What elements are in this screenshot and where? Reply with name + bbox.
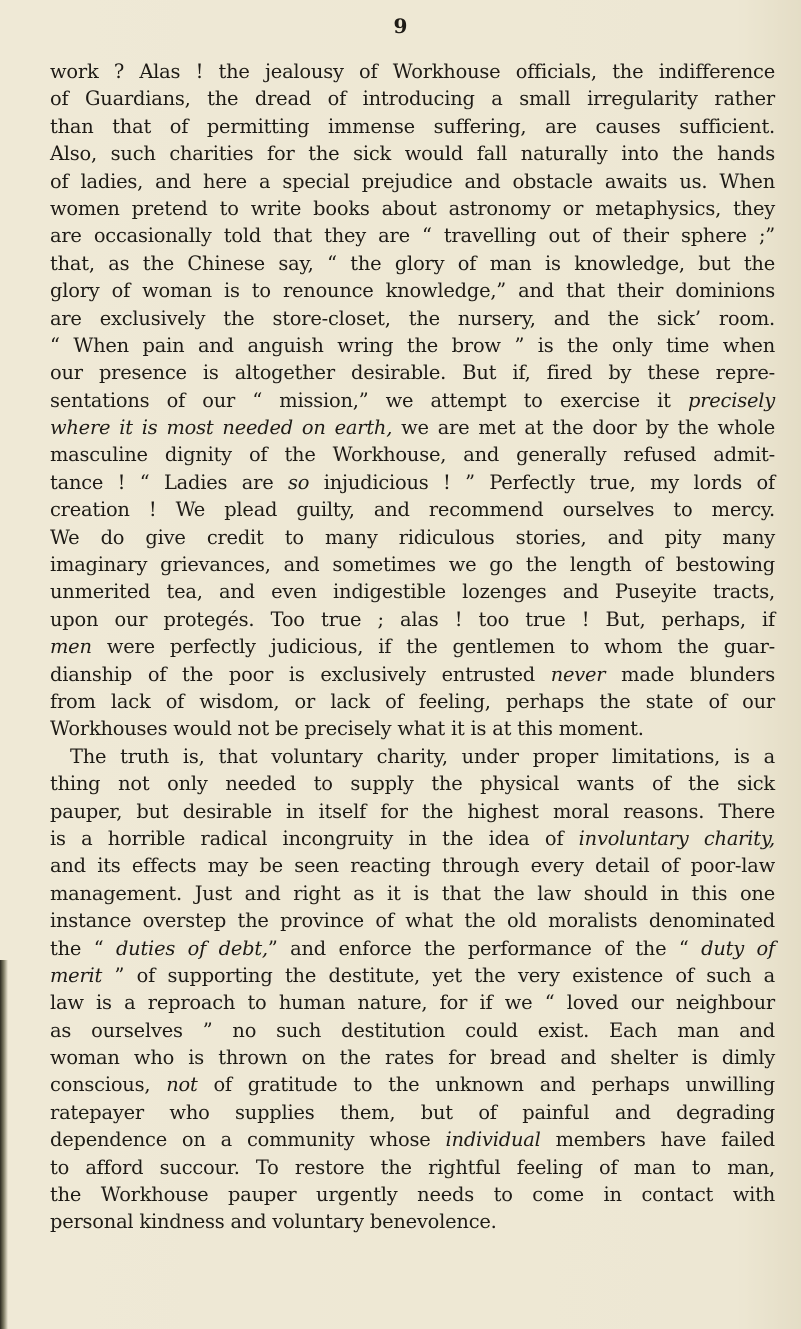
text-line: that, as the Chinese say, “ the glory of man is knowledge, but the (50, 251, 775, 275)
text-line: men were perfectly judicious, if the gentlemen to whom the guar- (50, 635, 775, 659)
text-line: “ When pain and anguish wring the brow ” is the only time when (50, 333, 775, 357)
text-line: Also, such charities for the sick would fall naturally into the hands (50, 142, 775, 166)
text-line: are occasionally told that they are “ travelling out of their sphere ;” (50, 224, 775, 248)
text-line: ratepayer who supplies them, but of painful and degrading (50, 1100, 775, 1124)
text-line: management. Just and right as it is that the law should in this one (50, 881, 775, 905)
text-line: upon our protegés. Too true ; alas ! too true ! But, perhaps, if (50, 607, 775, 631)
text-line: work ? Alas ! the jealousy of Workhouse officials, the indifference (50, 60, 775, 83)
text-line: law is a reproach to human nature, for if we “ loved our neighbour (50, 991, 775, 1015)
text-line: dianship of the poor is exclusively entrusted never made blunders (50, 662, 775, 686)
text-line: as ourselves ” no such destitution could exist. Each man and (50, 1018, 775, 1042)
text-line: pauper, but desirable in itself for the highest moral reasons. There (50, 799, 775, 823)
text-line: conscious, not of gratitude to the unknown and perhaps unwilling (50, 1073, 776, 1097)
text-line: glory of woman is to renounce knowledge,” and that their dominions (50, 279, 775, 303)
text-line: The truth is, that voluntary charity, under proper limitations, is a (70, 744, 775, 768)
text-line: where it is most needed on earth, we are met at the door by the whole (50, 416, 775, 440)
text-line: dependence on a community whose individual members have failed (50, 1128, 776, 1152)
text-line: is a horrible radical incongruity in the idea of involuntary charity, (50, 826, 775, 850)
text-line: than that of permitting immense suffering, are causes sufficient. (50, 114, 775, 138)
text-line: from lack of wisdom, or lack of feeling, perhaps the state of our (50, 689, 775, 713)
text-line: personal kindness and voluntary benevolence. (50, 1210, 497, 1234)
text-line: creation ! We plead guilty, and recommend ourselves to mercy. (50, 498, 775, 522)
text-line: of ladies, and here a special prejudice and obstacle awaits us. When (50, 169, 775, 193)
text-line: and its effects may be seen reacting through every detail of poor-law (50, 854, 775, 878)
text-line: our presence is altogether desirable. But if, fired by these repre- (50, 361, 775, 385)
text-line: instance overstep the province of what the old moralists denominated (50, 909, 775, 933)
text-line: women pretend to write books about astronomy or metaphysics, they (50, 196, 775, 220)
text-line: tance ! “ Ladies are so injudicious ! ” Perfectly true, my lords of (50, 470, 775, 494)
text-line: imaginary grievances, and sometimes we go the length of bestowing (50, 553, 775, 577)
text-line: Workhouses would not be precisely what it is at this moment. (50, 717, 644, 741)
text-line: merit ” of supporting the destitute, yet the very existence of such a (50, 963, 775, 987)
page-edge-shadow (0, 960, 8, 1329)
text-line: We do give credit to many ridiculous stories, and pity many (50, 525, 775, 549)
text-line: the “ duties of debt,” and enforce the performance of the “ duty of (50, 936, 775, 960)
text-line: woman who is thrown on the rates for bread and shelter is dimly (50, 1046, 775, 1070)
text-line: are exclusively the store-closet, the nursery, and the sick’ room. (50, 306, 775, 330)
page-number: 9 (393, 14, 408, 38)
text-line: thing not only needed to supply the physical wants of the sick (50, 772, 775, 796)
text-line: to afford succour. To restore the rightful feeling of man to man, (50, 1155, 775, 1179)
text-line: sentations of our “ mission,” we attempt to exercise it precisely (50, 388, 775, 412)
text-line: the Workhouse pauper urgently needs to come in contact with (50, 1183, 775, 1207)
text-line: of Guardians, the dread of introducing a small irregularity rather (50, 87, 775, 111)
body-text (50, 58, 775, 1236)
text-line: unmerited tea, and even indigestible lozenges and Puseyite tracts, (50, 580, 775, 604)
text-line: masculine dignity of the Workhouse, and generally refused admit- (50, 443, 775, 467)
